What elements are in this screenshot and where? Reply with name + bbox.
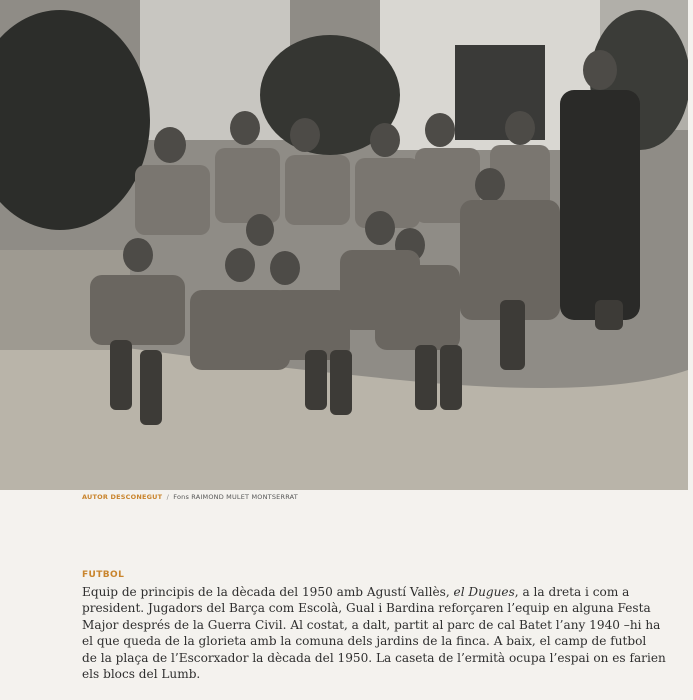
photo-caption: [82, 584, 666, 682]
caption-line: el que queda de la glorieta amb la comuna dels jardins de la finca. A baix, el camp de futbol: [82, 634, 647, 649]
photo-author: AUTOR DESCONEGUT: [82, 493, 163, 501]
caption-nickname: el Dugues: [453, 585, 515, 599]
caption-line: de la plaça de l’Escorxador la dècada del 1950. La caseta de l’ermità ocupa l’espai on es farien: [82, 650, 666, 665]
photo-source: Fons RAIMOND MULET MONTSERRAT: [173, 493, 298, 501]
caption-line: els blocs del Lumb.: [82, 667, 201, 682]
credit-separator: /: [166, 493, 169, 501]
caption-line: Major després de la Guerra Civil. Al costat, a dalt, partit al parc de cal Batet l’any 1940 –hi ha: [82, 617, 661, 632]
caption-line1-pre: Equip de principis de la dècada del 1950 amb Agustí Vallès,: [82, 585, 454, 599]
caption-line: [82, 584, 638, 600]
caption-line: president. Jugadors del Barça com Escolà, Gual i Bardina reforçaren l’equip en alguna Festa: [82, 601, 651, 616]
section-title: FUTBOL: [82, 570, 125, 580]
caption-line1-post: , a la dreta i com a: [514, 585, 630, 599]
photo-credit: [82, 493, 298, 501]
